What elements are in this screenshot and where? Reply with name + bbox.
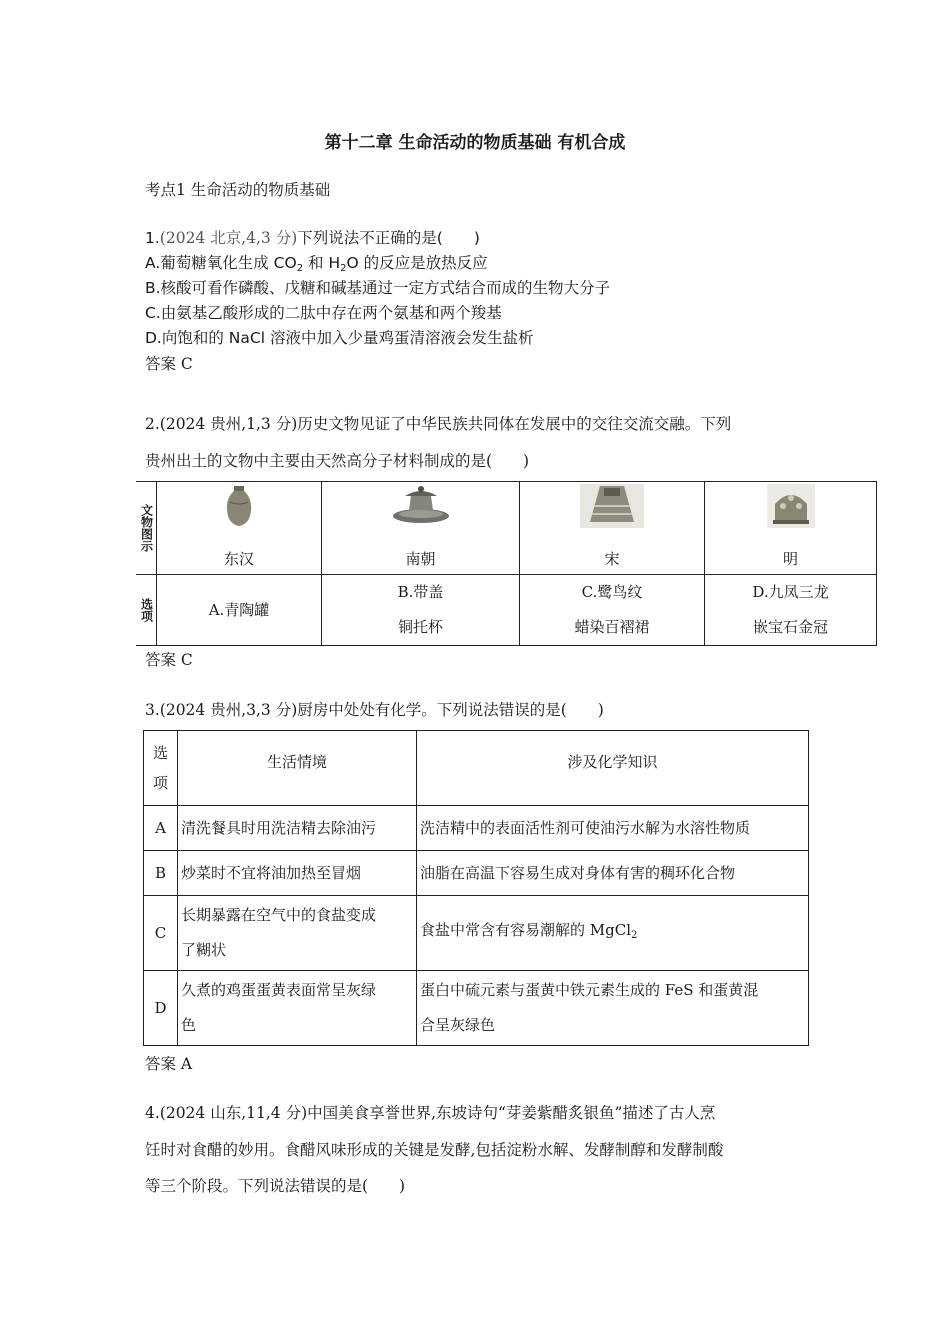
q4-stem-line2: 饪时对食醋的妙用。食醋风味形成的关键是发酵,包括淀粉水解、发酵制醇和发酵制酸	[145, 1141, 724, 1159]
artifact-dynasty-c: 宋	[604, 550, 620, 568]
table-row	[144, 851, 809, 896]
artifact-dynasty-b: 南朝	[405, 550, 436, 568]
bronze-cup-icon	[391, 484, 451, 528]
q1-question: 下列说法不正确的是( )	[297, 229, 480, 247]
artifact-table	[136, 481, 877, 646]
q1-stem	[145, 226, 480, 248]
artifact-cell-d	[705, 482, 877, 575]
q3-answer: 答案 A	[145, 1055, 193, 1073]
q1-option-a-sub2: 2	[340, 263, 347, 274]
row-b-situation: 炒菜时不宜将油加热至冒烟	[178, 851, 417, 896]
q1-number: 1.	[145, 229, 160, 247]
row-header-options-text: 选项	[139, 598, 154, 622]
header-key-2: 项	[152, 774, 168, 792]
q4-stem-line3: 等三个阶段。下列说法错误的是( )	[145, 1177, 406, 1195]
option-c-line1: C.鹭鸟纹	[581, 583, 643, 601]
table-row	[144, 971, 809, 1046]
q1-option-a-text3: O 的反应是放热反应	[346, 254, 488, 272]
q1-option-a	[145, 251, 488, 274]
section-heading: 考点1 生命活动的物质基础	[145, 181, 331, 199]
q4-stem-line1: 4.(2024 山东,11,4 分)中国美食享誉世界,东坡诗句“芽姜紫醋炙银鱼”描述了古人烹	[145, 1104, 716, 1122]
row-header-artifact-image-text: 文物图示	[139, 504, 154, 552]
artifact-cell-a	[157, 482, 322, 575]
artifact-dynasty-a: 东汉	[223, 550, 254, 568]
header-life-situation: 生活情境	[178, 731, 417, 806]
row-d-knowledge-line1: 蛋白中硫元素与蛋黄中铁元素生成的 FeS 和蛋黄混	[420, 981, 759, 999]
table-row	[144, 806, 809, 851]
q1-option-d: D.向饱和的 NaCl 溶液中加入少量鸡蛋清溶液会发生盐析	[145, 329, 534, 347]
option-cell-b	[322, 575, 520, 646]
option-b-line1: B.带盖	[397, 583, 444, 601]
row-header-artifact-image	[136, 482, 157, 575]
row-a-situation: 清洗餐具时用洗洁精去除油污	[178, 806, 417, 851]
option-cell-a	[157, 575, 322, 646]
table-row	[144, 896, 809, 971]
row-b-knowledge: 油脂在高温下容易生成对身体有害的稠环化合物	[417, 851, 809, 896]
row-c-situation	[178, 896, 417, 971]
option-b-line2: 铜托杯	[397, 618, 443, 636]
option-cell-c	[520, 575, 705, 646]
q2-stem-line2: 贵州出土的文物中主要由天然高分子材料制成的是( )	[145, 452, 530, 470]
q2-answer: 答案 C	[145, 651, 193, 669]
q1-option-a-text1: A.葡萄糖氧化生成 CO	[145, 254, 297, 272]
q1-option-b: B.核酸可看作磷酸、戊糖和碱基通过一定方式结合而成的生物大分子	[145, 279, 611, 297]
batik-skirt-icon	[580, 484, 644, 528]
row-c-knowledge-sub: 2	[631, 930, 638, 941]
page-title: 第十二章 生命活动的物质基础 有机合成	[324, 133, 626, 153]
pottery-jar-icon	[224, 484, 254, 528]
gold-crown-icon	[767, 484, 815, 528]
q1-option-a-sub1: 2	[296, 263, 304, 274]
q1-answer: 答案 C	[145, 355, 193, 373]
row-d-knowledge	[417, 971, 809, 1046]
row-c-knowledge-text: 食盐中常含有容易潮解的 MgCl	[420, 921, 632, 939]
header-key-1: 选	[152, 744, 168, 762]
row-d-situation-line1: 久煮的鸡蛋蛋黄表面常呈灰绿	[181, 981, 377, 999]
row-c-situation-line1: 长期暴露在空气中的食盐变成	[181, 906, 377, 924]
q3-stem: 3.(2024 贵州,3,3 分)厨房中处处有化学。下列说法错误的是( )	[145, 701, 604, 719]
option-d-line1: D.九凤三龙	[752, 583, 829, 601]
row-d-situation	[178, 971, 417, 1046]
q1-option-a-text2: 和 H	[303, 254, 341, 272]
header-option-key	[144, 731, 178, 806]
row-c-situation-line2: 了糊状	[181, 941, 227, 959]
row-key-b: B	[144, 851, 178, 896]
option-cell-d	[705, 575, 877, 646]
kitchen-chemistry-table	[143, 730, 809, 1046]
row-key-c: C	[144, 896, 178, 971]
row-key-a: A	[144, 806, 178, 851]
option-c-line2: 蜡染百褶裙	[574, 618, 650, 636]
option-a-line1: A.青陶罐	[208, 600, 270, 619]
option-d-line2: 嵌宝石金冠	[752, 618, 828, 636]
header-chemistry-knowledge: 涉及化学知识	[417, 731, 809, 806]
row-a-knowledge: 洗洁精中的表面活性剂可使油污水解为水溶性物质	[417, 806, 809, 851]
q1-option-c: C.由氨基乙酸形成的二肽中存在两个氨基和两个羧基	[145, 304, 502, 322]
row-header-options	[136, 575, 157, 646]
artifact-dynasty-d: 明	[782, 550, 798, 568]
row-key-d: D	[144, 971, 178, 1046]
row-d-knowledge-line2: 合呈灰绿色	[420, 1016, 496, 1034]
row-c-knowledge	[417, 896, 809, 971]
q1-source: (2024 北京,4,3 分)	[159, 229, 298, 247]
q2-stem-line1: 2.(2024 贵州,1,3 分)历史文物见证了中华民族共同体在发展中的交往交流交融。下列	[145, 415, 732, 433]
artifact-cell-c	[520, 482, 705, 575]
row-d-situation-line2: 色	[181, 1016, 197, 1034]
artifact-cell-b	[322, 482, 520, 575]
